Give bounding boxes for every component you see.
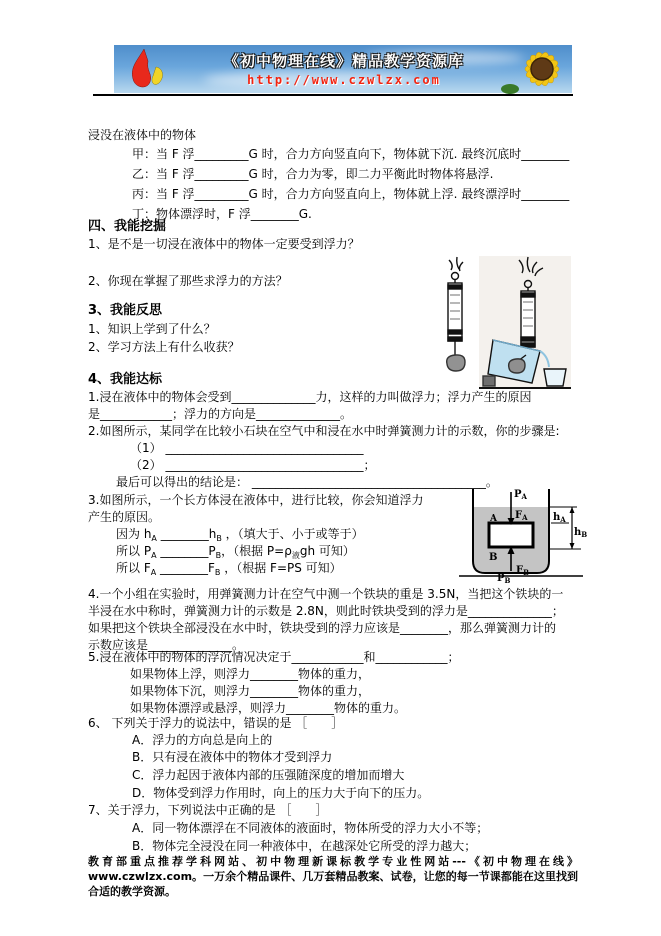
- q3-h-subA: A: [151, 534, 157, 543]
- intro-item-yi: 乙：当 F 浮_________G 时，合力为零，即二力平衡此时物体将悬浮.: [132, 167, 494, 181]
- q3-f-subA: A: [150, 568, 157, 577]
- buoyancy-pressure-diagram: [459, 483, 588, 585]
- reflect-question-2: 2、学习方法上有什么收获？: [88, 340, 240, 354]
- q3-h-mid: ________h: [156, 527, 217, 541]
- label-hB: $h_B$: [574, 527, 588, 539]
- stone-in-air: [447, 355, 465, 371]
- banner-title: 《初中物理在线》精品教学资源库: [223, 52, 464, 70]
- dig-question-1: 1、是不是一切浸在液体中的物体一定要受到浮力？: [88, 237, 360, 251]
- q3-compare-f: [116, 561, 342, 580]
- q7-option-b: B．物体完全浸没在同一种液体中，在越深处它所受的浮力越大；: [132, 839, 477, 853]
- q6-option-d: D．物体受到浮力作用时，向上的压力大于向下的压力。: [132, 786, 430, 800]
- q3-stem-line2: 产生的原因。: [88, 510, 161, 524]
- spring-scale-in-air: [447, 257, 465, 371]
- spring-scale-experiment-figure: [433, 252, 573, 394]
- std-q1-line2: 是____________；浮力的方向是______________。: [88, 407, 353, 421]
- q5-line3: 如果物体漂浮或悬浮，则浮力________物体的重力。: [130, 701, 407, 715]
- stone-in-water: [509, 359, 525, 373]
- q3-rho-sub: 液: [291, 551, 300, 560]
- q7-stem: 7、关于浮力，下列说法中正确的是 ［ ］: [88, 803, 328, 817]
- q5-line2: 如果物体下沉，则浮力________物体的重力，: [130, 684, 371, 698]
- worksheet-body: [88, 0, 575, 936]
- section-standard-heading: 4、我能达标: [88, 372, 163, 387]
- q3-p-subB: B: [215, 551, 222, 560]
- q6-option-c: C．浮力起因于液体内部的压强随深度的增加而增大: [132, 768, 405, 782]
- q6-stem: 6、 下列关于浮力的说法中，错误的是 ［ ］: [88, 716, 344, 730]
- std-q2-step2: （2） _________________________________；: [130, 458, 376, 472]
- q3-f-post: ，（根据 F=PS 可知）: [220, 561, 342, 575]
- q3-f-mid: ________F: [156, 561, 215, 575]
- intro-item-jia: 甲：当 F 浮_________G 时，合力方向竖直向下，物体就下沉. 最终沉底时________: [132, 147, 570, 161]
- q3-p-pre: 所以 P: [116, 544, 152, 558]
- q4-line4: 示数应该是______________。: [88, 638, 245, 652]
- q3-p-mid: ________P: [156, 544, 216, 558]
- label-PA: $P_A$: [514, 489, 527, 501]
- label-B: B: [489, 552, 498, 563]
- std-q1-line1: 1.浸在液体中的物体会受到______________力，这样的力叫做浮力；浮力产生的原因: [88, 390, 532, 404]
- intro-item-bing: 丙：当 F 浮_________G 时，合力方向竖直向上，物体就上浮. 最终漂浮时________: [132, 187, 570, 201]
- q4-line2: 半浸在水中称时，弹簧测力计的示数是 2.8N，则此时铁块受到的浮力是______________；: [88, 604, 564, 618]
- dig-question-2: 2、你现在掌握了那些求浮力的方法？: [88, 274, 288, 288]
- q5-line1: 如果物体上浮，则浮力________物体的重力，: [130, 667, 371, 681]
- site-footer: 教育部重点推荐学科网站、初中物理新课标教学专业性网站---《初中物理在线》www.czwlzx.com。一万余个精品课件、几万套精品教案、试卷，让您的每一节课都能在这里找到合适的教学资源。: [88, 855, 578, 898]
- q5-stem: 5.浸在液体中的物体的浮沉情况决定于____________和____________；: [88, 650, 460, 664]
- q3-p-post2: gh 可知）: [299, 544, 355, 558]
- q7-option-a: A．同一物体漂浮在不同液体的液面时，物体所受的浮力大小不等；: [132, 821, 489, 835]
- q3-f-pre: 所以 F: [116, 561, 151, 575]
- q6-option-a: A．浮力的方向总是向上的: [132, 733, 273, 747]
- q3-h-pre: 因为 h: [116, 527, 152, 541]
- std-q2-step1: （1） _________________________________: [130, 441, 364, 455]
- intro-title: 浸没在液体中的物体: [88, 128, 197, 142]
- overflow-cup: [544, 369, 566, 386]
- label-A: A: [490, 514, 497, 524]
- label-hA: $h_A$: [553, 512, 566, 524]
- support-block: [483, 376, 495, 386]
- q3-p-post: ，（根据 P=ρ: [221, 544, 292, 558]
- reflect-question-1: 1、知识上学到了什么？: [88, 322, 216, 336]
- q4-line3: 如果把这个铁块全部浸没在水中时，铁块受到的浮力应该是________，那么弹簧测力计的: [88, 621, 557, 635]
- q4-line1: 4.一个小组在实验时，用弹簧测力计在空气中测一个铁块的重是 3.5N，当把这个铁块的一: [88, 587, 564, 601]
- label-FA: $F_A$: [515, 510, 528, 522]
- label-PB: $P_B$: [497, 573, 511, 585]
- label-FB: $F_B$: [516, 565, 530, 577]
- intro-item-ding: 丁：物体漂浮时，F 浮________G.: [132, 207, 312, 221]
- q3-f-subB: B: [214, 568, 221, 577]
- q3-stem-line1: 3.如图所示，一个长方体浸在液体中，进行比较，你会知道浮力: [88, 493, 424, 507]
- section-dig-heading: 四、我能挖掘: [88, 219, 167, 234]
- std-q2-stem: 2.如图所示，某同学在比较小石块在空气中和浸在水中时弹簧测力计的示数，你的步骤是:: [88, 424, 560, 438]
- submerged-block: [489, 523, 533, 547]
- section-reflect-heading: 3、我能反思: [88, 303, 163, 318]
- banner-url: http://www.czwlzx.com: [247, 73, 441, 87]
- q3-p-subA: A: [151, 551, 157, 560]
- q3-h-subB: B: [216, 534, 222, 543]
- std-q2-conclusion: 最后可以得出的结论是： _______________________________________。: [116, 475, 498, 489]
- q6-option-b: B．只有浸在液体中的物体才受到浮力: [132, 750, 333, 764]
- q3-h-post: ，（填大于、小于或等于）: [221, 527, 364, 541]
